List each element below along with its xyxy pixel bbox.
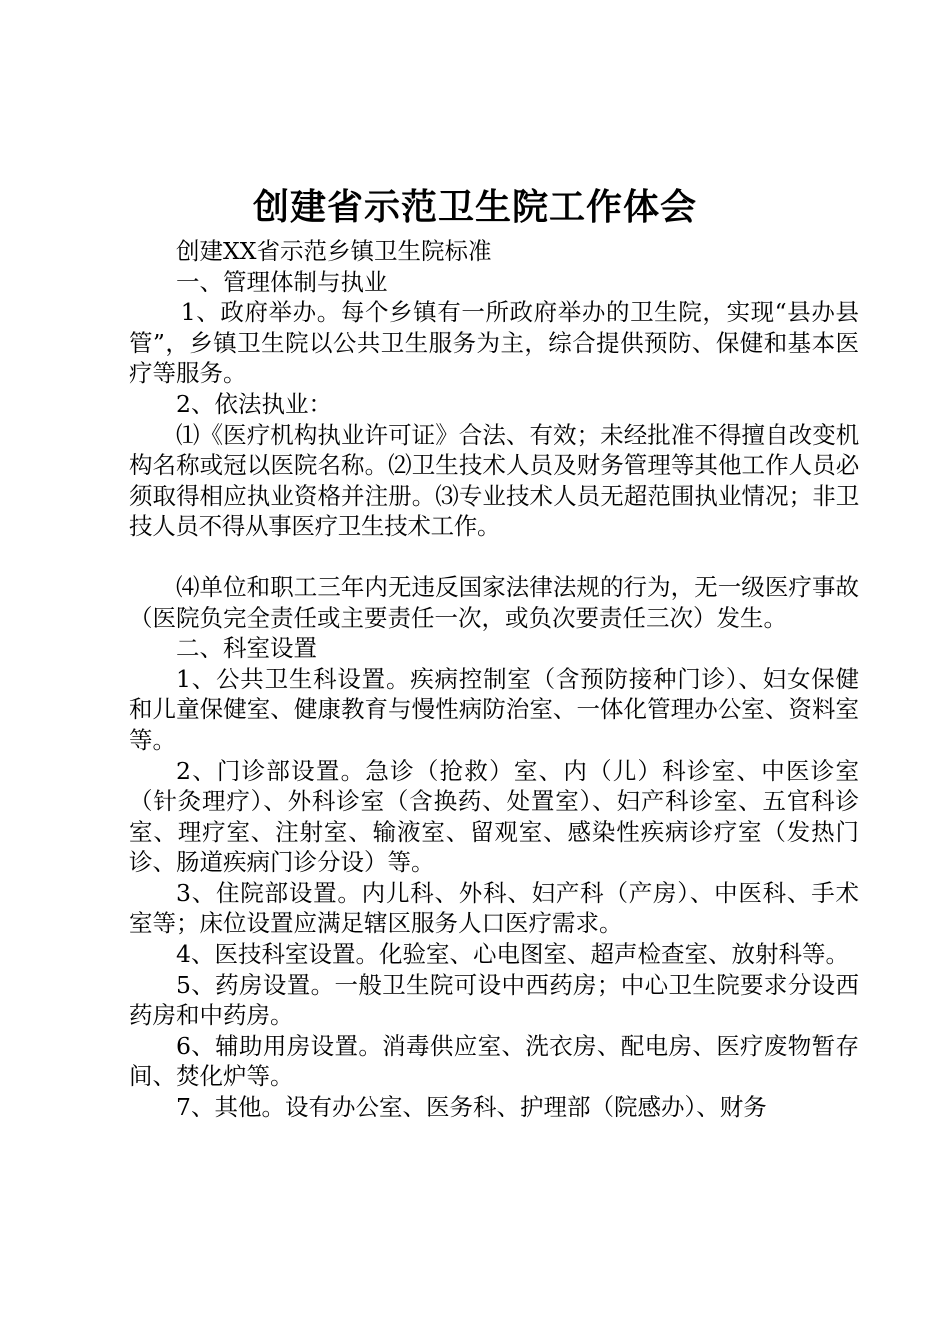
document-body xyxy=(129,236,859,1123)
paragraph-government-run: 1、政府举办。每个乡镇有一所政府举办的卫生院，实现“县办县管”，乡镇卫生院以公共卫生服务为主，综合提供预防、保健和基本医疗等服务。 xyxy=(129,298,859,388)
paragraph-standard-heading: 创建XX省示范乡镇卫生院标准 xyxy=(176,237,492,265)
section-heading-management: 一、管理体制与执业 xyxy=(176,267,388,296)
paragraph-inpatient: 3、住院部设置。内儿科、外科、妇产科（产房）、中医科、手术室等；床位设置应满足辖区服务人口医疗需求。 xyxy=(129,878,859,938)
paragraph-legal-practice-items: ⑴《医疗机构执业许可证》合法、有效；未经批准不得擅自改变机构名称或冠以医院名称。⑵卫生技术人员及财务管理等其他工作人员必须取得相应执业资格并注册。⑶专业技术人员无超范围执业情况；非卫技人员不得从事医疗卫生技术工作。 xyxy=(129,420,859,541)
paragraph-outpatient: 2、门诊部设置。急诊（抢救）室、内（儿）科诊室、中医诊室（针灸理疗）、外科诊室（含换药、处置室）、妇产科诊室、五官科诊室、理疗室、注射室、输液室、留观室、感染性疾病诊疗室（发热门诊、肠道疾病门诊分设）等。 xyxy=(129,756,859,877)
paragraph-public-health: 1、公共卫生科设置。疾病控制室（含预防接种门诊）、妇女保健和儿童保健室、健康教育与慢性病防治室、一体化管理办公室、资料室等。 xyxy=(129,664,859,754)
paragraph-no-violations: ⑷单位和职工三年内无违反国家法律法规的行为，无一级医疗事故（医院负完全责任或主要责任一次，或负次要责任三次）发生。 xyxy=(129,572,859,632)
paragraph-other: 7、其他。设有办公室、医务科、护理部（院感办）、财务 xyxy=(176,1093,767,1122)
section-heading-departments: 二、科室设置 xyxy=(176,634,317,663)
paragraph-legal-practice-heading: 2、依法执业： xyxy=(176,389,332,418)
document-title: 创建省示范卫生院工作体会 xyxy=(252,186,697,228)
paragraph-pharmacy: 5、药房设置。一般卫生院可设中西药房；中心卫生院要求分设西药房和中药房。 xyxy=(129,970,859,1030)
paragraph-auxiliary-rooms: 6、辅助用房设置。消毒供应室、洗衣房、配电房、医疗废物暂存间、焚化炉等。 xyxy=(129,1031,859,1091)
paragraph-medical-technology: 4、医技科室设置。化验室、心电图室、超声检查室、放射科等。 xyxy=(176,940,849,969)
